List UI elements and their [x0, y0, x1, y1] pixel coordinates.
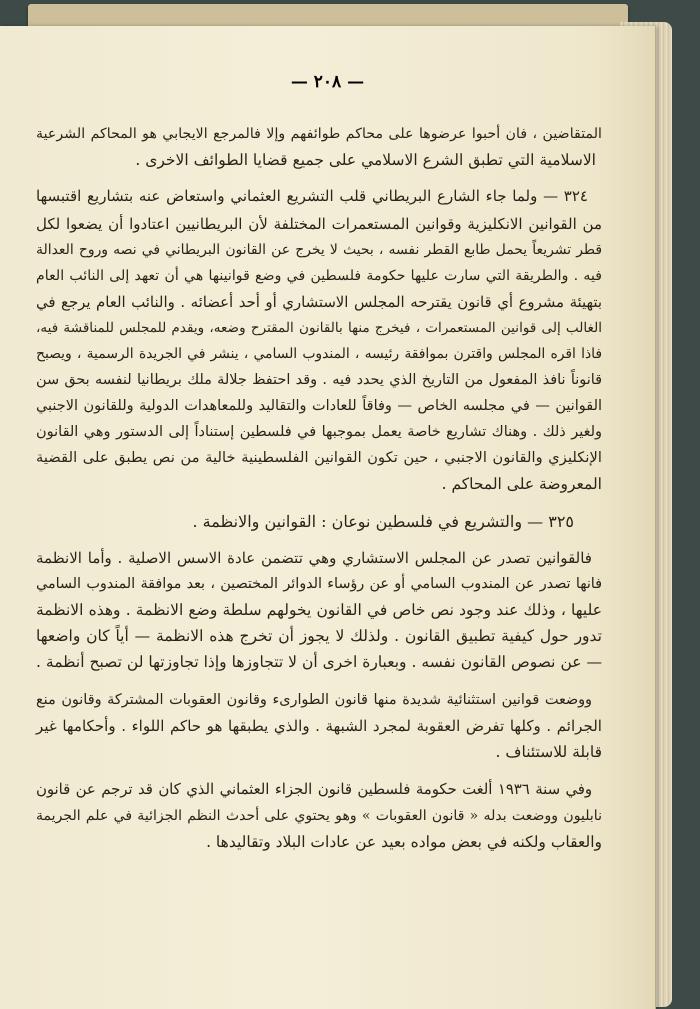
- article-324-heading: ٣٢٤ — ولما جاء الشارع البريطاني قلب التشريع العثماني واستعاض عنه بتشاريع اقتبسها: [36, 187, 588, 205]
- text-line: الجرائم . وكلها تفرض العقوبة لمجرد الشبهة . والذي يطبقها هو حاكم اللواء . وأحكامها غير: [36, 717, 602, 735]
- text-line: القوانين — في مجلسه الخاص — وفاقاً للعادات والتقاليد وللمعاهدات الدولية وللقانون الاجنبي: [36, 398, 602, 414]
- text-line: وفي سنة ١٩٣٦ ألغت حكومة فلسطين قانون الجزاء العثماني الذي كان قد ترجم عن قانون: [36, 781, 592, 798]
- text-line: تدور حول كيفية تطبيق القانون . ولذلك لا يجوز أن تخرج هذه الانظمة — أياً كان واضعها: [36, 627, 602, 645]
- text-line: فيه . والطريقة التي سارت عليها حكومة فلسطين في وضع قوانينها هي أن تعهد إلى النائب العام: [36, 268, 602, 284]
- text-line: قطر تشريعاً يحمل طابع القطر نفسه ، بحيث لا يخرج عن القانون البريطاني في نصه وروح العدالة: [36, 242, 602, 258]
- text-line: عليها ، وذلك عند وجود نص خاص في القانون يخولهم سلطة وضع الانظمة . وهذه الانظمة: [36, 601, 602, 619]
- text-line: ولغير ذلك . وهناك تشاريع خاصة يعمل بموجبها في فلسطين إستناداً إلى الدستور وهي القانون: [36, 424, 602, 440]
- text-line: المتقاضين ، فان أحبوا عرضوها على محاكم طوائفهم وإلا فالمرجع الايجابي هو المحاكم الشرعية: [36, 126, 602, 142]
- text-line: الغالب إلى قوانين المستعمرات ، فيخرج منها بالقانون المقترح وضعه، ويقدم للمجلس للمناقشة فيه،: [36, 320, 602, 336]
- book-page: [0, 26, 656, 1009]
- text-line: نابليون ووضعت بدله « قانون العقوبات » وهو يحتوي على أحدث النظم الجزائية في علم الجريمة: [36, 808, 602, 824]
- text-line: قابلة للاستئناف .: [495, 743, 602, 761]
- page-number: — ٢٠٨ —: [290, 72, 365, 92]
- text-line: بتهيئة مشروع أي قانون يقترحه المجلس الاستشاري أو أحد أعضائه . والنائب العام يرجع في: [36, 293, 602, 311]
- text-line: ووضعت قوانين استثنائية شديدة منها قانون الطوارىء وقانون العقوبات المشتركة وقانون منع: [36, 692, 592, 708]
- text-line: الاسلامية التي تطبق الشرع الاسلامي على جميع قضايا الطوائف الاخرى .: [135, 151, 596, 169]
- text-line: المعروضة على المحاكم .: [441, 475, 602, 493]
- text-line: الإنكليزي والقانون الاجنبي ، حين تكون القوانين الفلسطينية خالية من نص يطبق على القضية: [36, 449, 602, 466]
- text-line: فاذا اقره المجلس واقترن بموافقة رئيسه ، المندوب السامي ، ينشر في الجريدة الرسمية ، ويصبح: [36, 346, 602, 362]
- article-325-heading: ٣٢٥ — والتشريع في فلسطين نوعان : القوانين والانظمة .: [192, 512, 574, 531]
- text-line: فانها تصدر عن المندوب السامي أو عن رؤساء الدوائر المختصين ، بعد موافقة المندوب السامي: [36, 576, 602, 592]
- text-line: فالقوانين تصدر عن المجلس الاستشاري وهي تتضمن عادة الاسس الاصلية . وأما الانظمة: [36, 549, 592, 567]
- text-line: — عن نصوص القانون نفسه . وبعبارة اخرى أن لا تتجاوزها وإذا تجاوزتها لن تصبح أنظمة .: [36, 653, 602, 671]
- text-line: من القوانين الانكليزية وقوانين المستعمرات المختلفة لأن البريطانيين اعتادوا أن يضعوا لكل: [36, 215, 602, 233]
- book-cover-edge: [28, 4, 628, 26]
- text-line: قانوناً نافذ المفعول من التاريخ الذي يحدد فيه . وقد احتفظ جلالة ملك بريطانيا لنفسه بحق سن: [36, 372, 602, 388]
- text-line: والعقاب ولكنه في بعض مواده بعيد عن عادات البلاد وتقاليدها .: [206, 833, 602, 851]
